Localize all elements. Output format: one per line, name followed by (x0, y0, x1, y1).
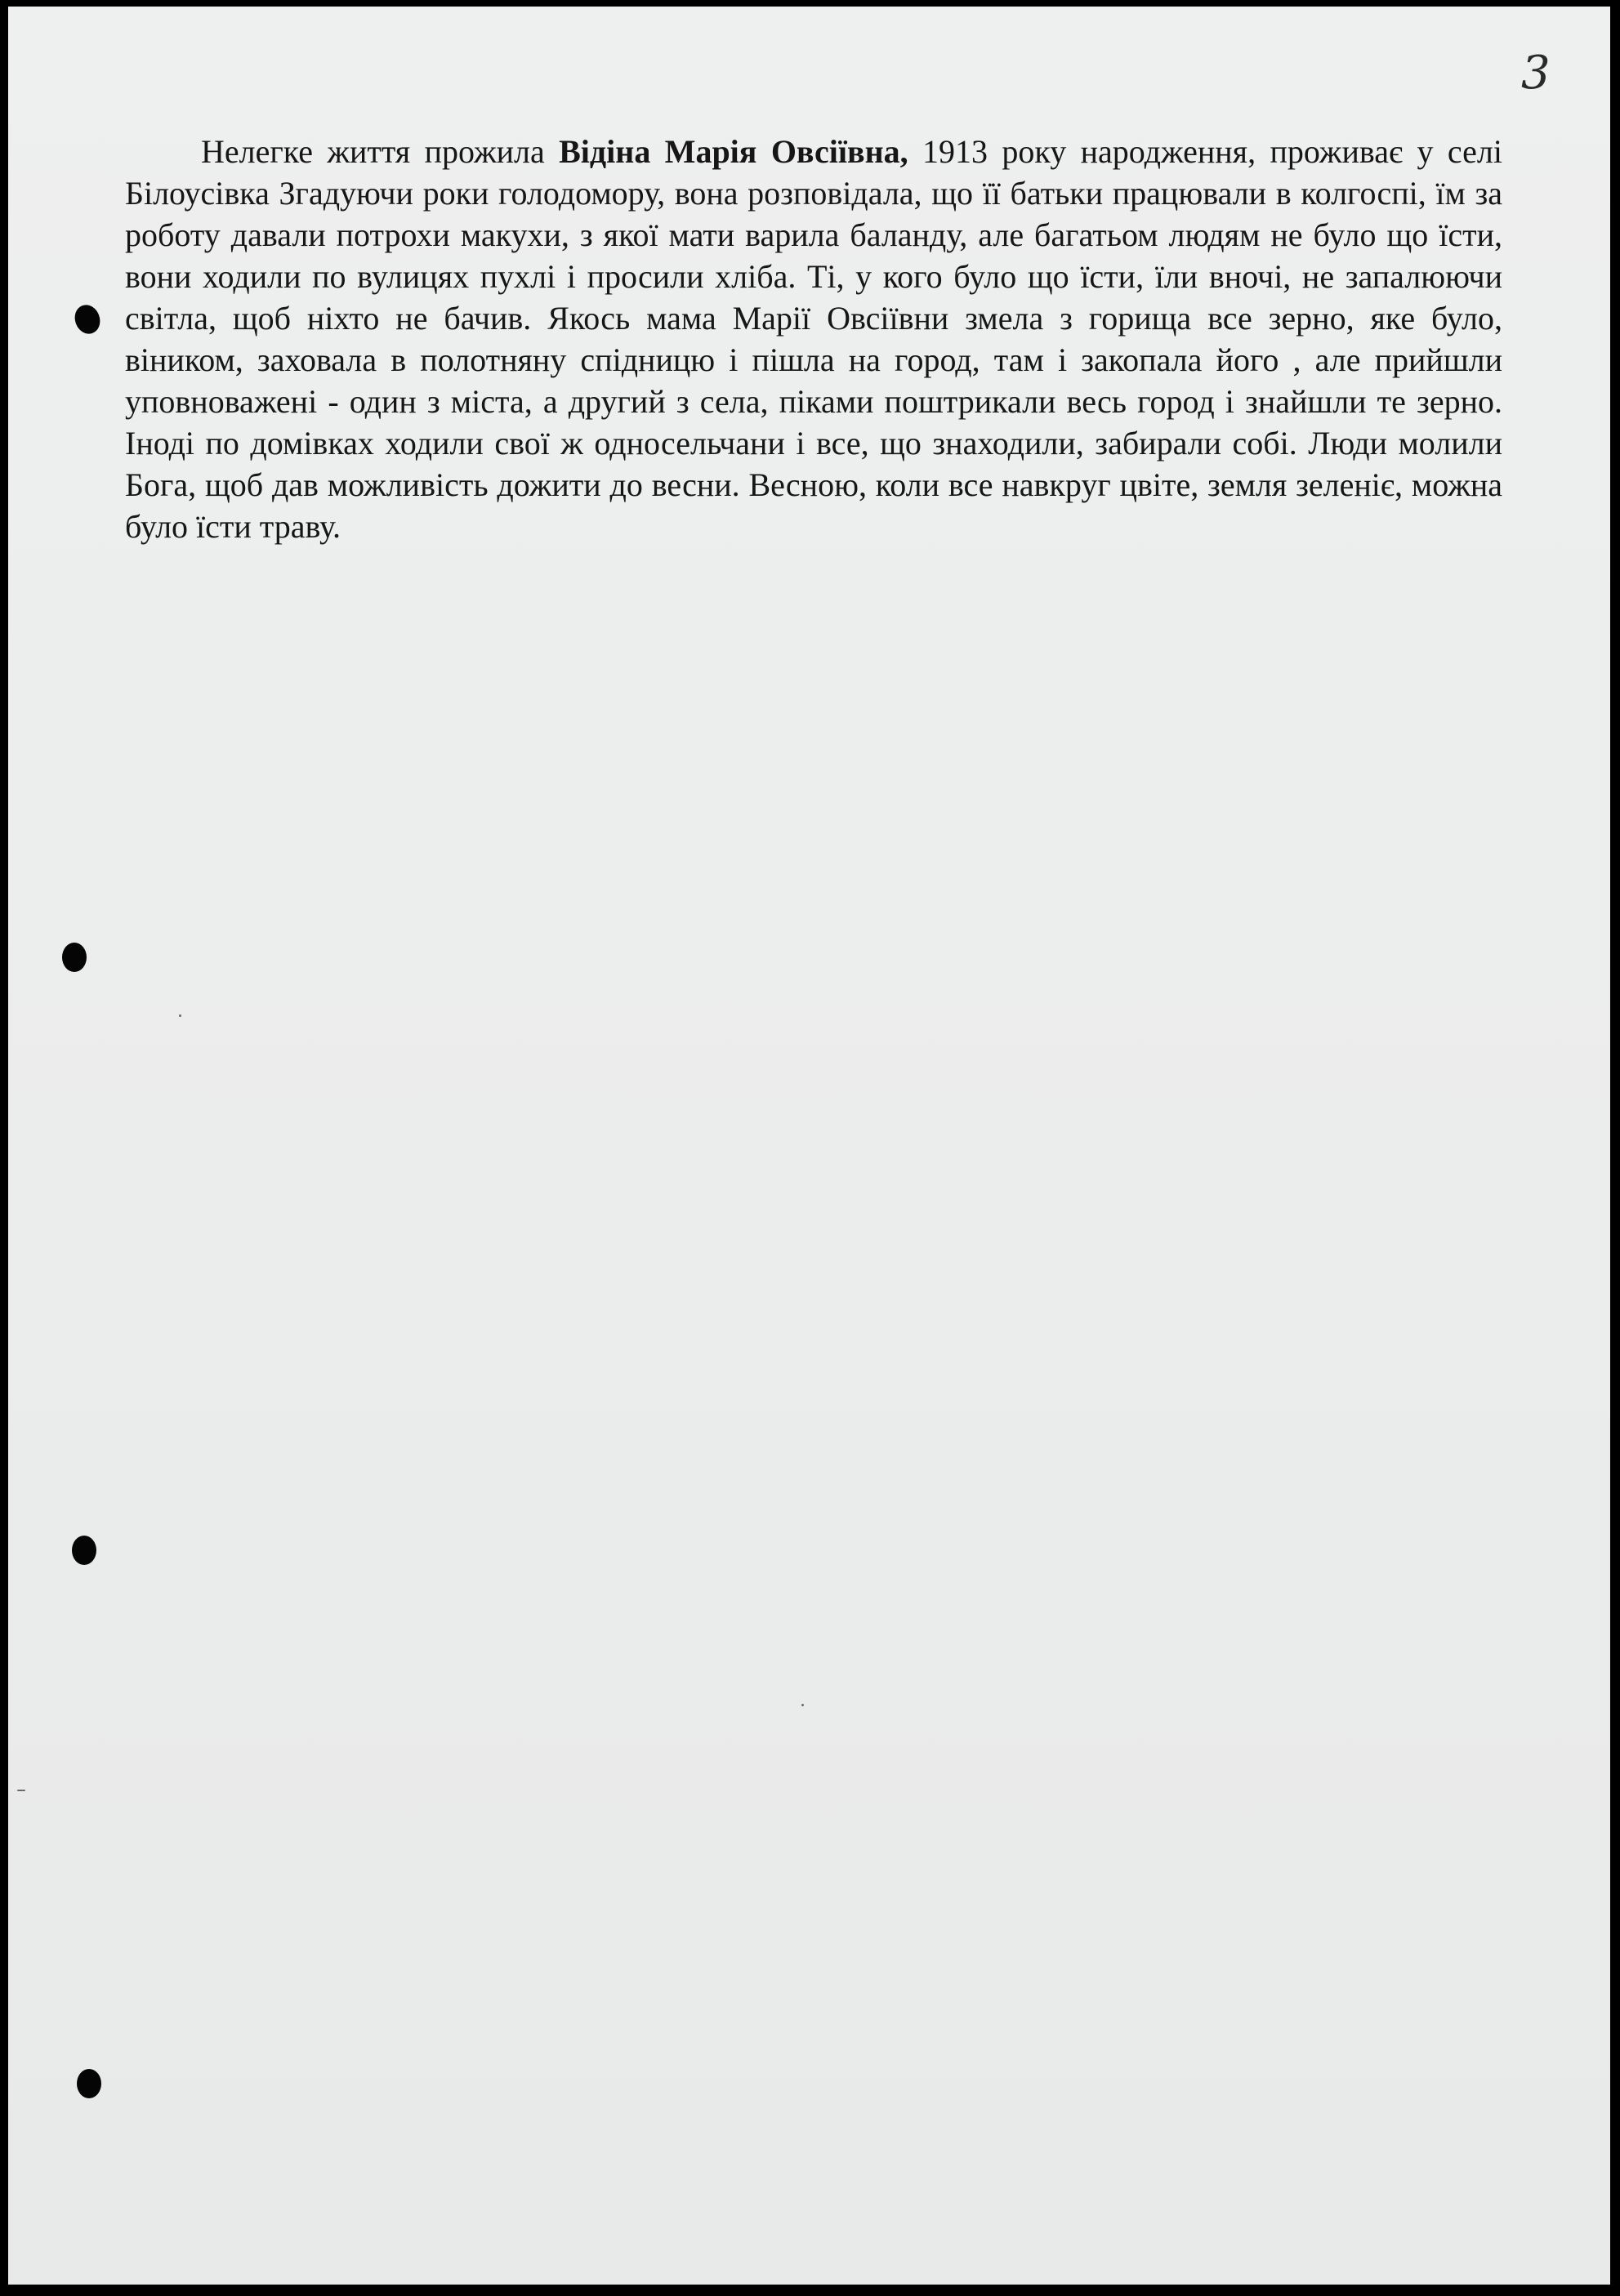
paragraph-body: 1913 року народження, проживає у селі Білоусівка Згадуючи роки голодомору, вона розповідала, що її батьки працювали в колгоспі, їм за роботу давали потрохи макухи, з якої мати варила баланду, але багатьом людям не було що їсти, вони ходили по вулицях пухлі і просили хліба. Ті, у кого було що їсти, їли вночі, не запалюючи світла, щоб ніхто не бачив. Якось мама Марії Овсіївни змела з горища все зерно, яке було, віником, заховала в полотняну спідницю і пішла на город, там і закопала його , але прийшли уповноважені - один з міста, а другий з села, піками поштрикали весь город і знайшли те зерно. Іноді по домівках ходили свої ж односельчани і все, що знаходили, забирали собі. Люди молили Бога, щоб дав можливість дожити до весни. Весною, коли все навкруг цвіте, земля зеленіє, можна було їсти траву. (125, 133, 1503, 545)
paper-speck (17, 1790, 25, 1791)
punch-hole (72, 1536, 96, 1565)
punch-hole (71, 301, 105, 337)
person-name: Відіна Марія Овсіївна, (559, 133, 908, 170)
paragraph-intro: Нелегке життя прожила (201, 133, 560, 170)
testimony-paragraph (125, 131, 1502, 547)
handwritten-page-number: 3 (1521, 47, 1551, 100)
paper-speck (179, 1014, 181, 1017)
punch-hole (77, 2069, 101, 2098)
paper-speck (801, 1704, 804, 1706)
punch-hole (62, 943, 87, 972)
document-page (8, 7, 1610, 2285)
